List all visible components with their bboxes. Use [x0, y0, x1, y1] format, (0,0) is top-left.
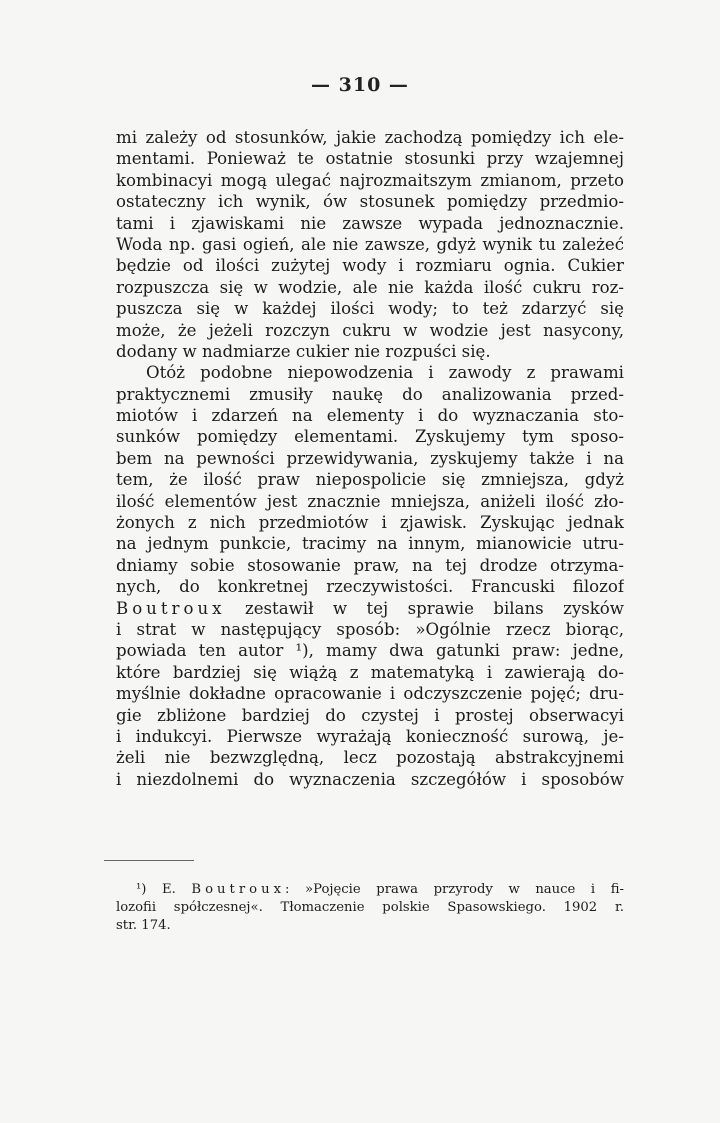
- text-line-with-author: [116, 598, 624, 619]
- footnote-author: Boutroux: [191, 882, 286, 897]
- footnote-divider: [104, 860, 194, 861]
- paragraph-start-line: Otóż podobne niepowodzenia i zawody z prawami: [146, 363, 624, 383]
- footnote-mark: ¹): [136, 882, 147, 897]
- text-line: miotów i zdarzeń na elementy i do wyznaczania sto-: [116, 406, 624, 426]
- text-line: i indukcyi. Pierwsze wyrażają konieczność surową, je-: [116, 726, 624, 746]
- footnote-initial: E.: [162, 882, 176, 897]
- footnote-line: lozofii spółczesnej«. Tłomaczenie polskie Spasowskiego. 1902 r.: [116, 900, 624, 915]
- text-line: bem na pewności przewidywania, zyskujemy także i na: [116, 448, 624, 468]
- text-line: nych, do konkretnej rzeczywistości. Francuski filozof: [116, 577, 624, 597]
- text-line: żeli nie bezwzględną, lecz pozostają abstrakcyjnemi: [116, 748, 624, 768]
- text-line: ostateczny ich wynik, ów stosunek pomiędzy przedmio-: [116, 192, 624, 212]
- text-line: dniamy sobie stosowanie praw, na tej drodze otrzyma-: [116, 555, 624, 575]
- footnote-title: : »Pojęcie prawa przyrody w nauce i fi-: [285, 882, 624, 897]
- text-line: kombinacyi mogą ulegać najrozmaitszym zmianom, przeto: [116, 170, 624, 190]
- text-line: mentami. Ponieważ te ostatnie stosunki przy wzajemnej: [116, 149, 624, 169]
- text-line: i strat w następujący sposób: »Ogólnie rzecz biorąc,: [116, 619, 624, 639]
- text-line: na jednym punkcie, tracimy na innym, mianowicie utru-: [116, 534, 624, 554]
- text-line: dodany w nadmiarze cukier nie rozpuści się.: [116, 341, 491, 361]
- text-line-rest: zestawił w tej sprawie bilans zysków: [244, 598, 624, 618]
- footnote-line: [116, 881, 624, 899]
- text-line: będzie od ilości zużytej wody i rozmiaru ognia. Cukier: [116, 256, 624, 276]
- text-line: myślnie dokładne opracowanie i odczyszczenie pojęć; dru-: [116, 684, 624, 704]
- text-line: Woda np. gasi ogień, ale nie zawsze, gdyż wynik tu zależeć: [116, 234, 624, 254]
- body-text: [116, 127, 624, 790]
- text-line: rozpuszcza się w wodzie, ale nie każda ilość cukru roz-: [116, 277, 624, 297]
- footnote-line: str. 174.: [116, 918, 171, 933]
- text-line: ilość elementów jest znacznie mniejsza, aniżeli ilość zło-: [116, 491, 624, 511]
- text-line: które bardziej się wiążą z matematyką i zawierają do-: [116, 662, 624, 682]
- text-line: puszcza się w każdej ilości wody; to też zdarzyć się: [116, 299, 624, 319]
- text-line: sunków pomiędzy elementami. Zyskujemy tym sposo-: [116, 427, 624, 447]
- text-line: praktycznemi zmusiły naukę do analizowania przed-: [116, 384, 624, 404]
- text-line: gie zbliżone bardziej do czystej i prostej obserwacyi: [116, 705, 624, 725]
- text-line: i niezdolnemi do wyznaczenia szczegółów i sposobów: [116, 769, 624, 789]
- footnote: [116, 881, 624, 935]
- text-line: tem, że ilość praw niepospolicie się zmniejsza, gdyż: [116, 470, 624, 490]
- text-line: tami i zjawiskami nie zawsze wypada jednoznacznie.: [116, 213, 624, 233]
- author-name-spaced: Boutroux: [116, 598, 226, 618]
- text-line: mi zależy od stosunków, jakie zachodzą pomiędzy ich ele-: [116, 128, 624, 147]
- text-line: powiada ten autor ¹), mamy dwa gatunki praw: jedne,: [116, 641, 624, 661]
- text-line: może, że jeżeli rozczyn cukru w wodzie jest nasycony,: [116, 320, 624, 340]
- page-number: — 310 —: [311, 74, 409, 96]
- text-line: żonych z nich przedmiotów i zjawisk. Zyskując jednak: [116, 513, 624, 533]
